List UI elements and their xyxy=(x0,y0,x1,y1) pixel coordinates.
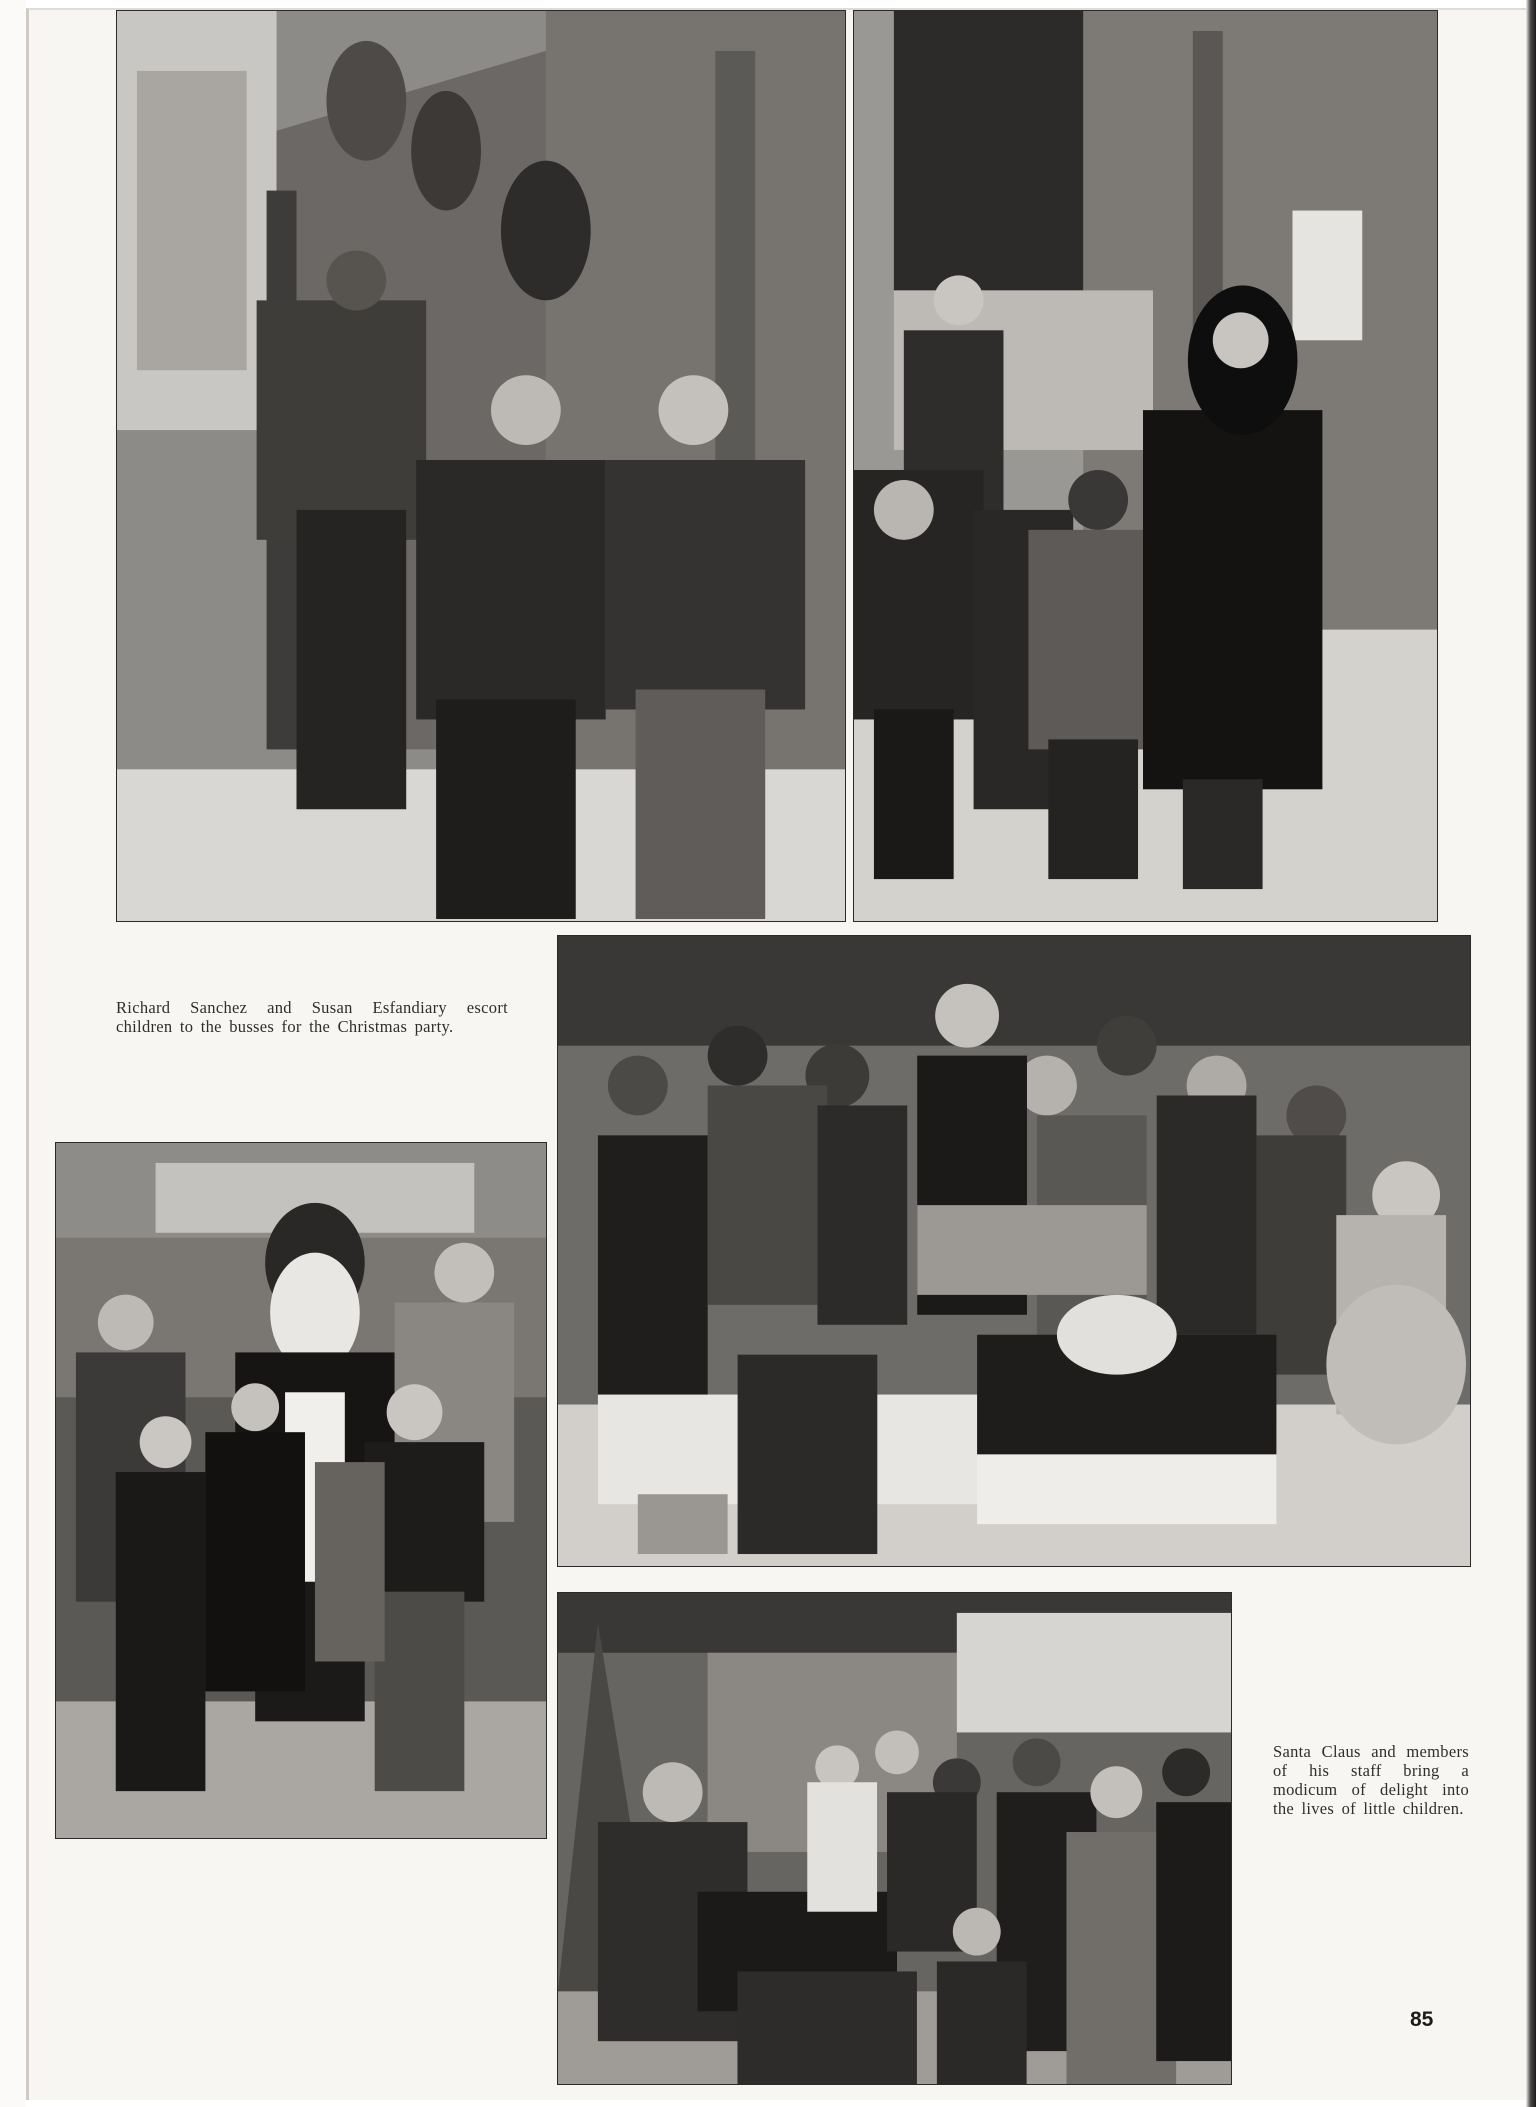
book-spine-edge xyxy=(1526,0,1536,2107)
children-descending-stairs-photo xyxy=(116,10,846,922)
santa-caption: Santa Claus and members of his staff bring a modicum of delight into the lives of little children. xyxy=(1273,1742,1469,1818)
binding-edge xyxy=(0,0,26,2107)
christmas-party-gift-photo xyxy=(557,935,1471,1567)
christmas-tree-room-photo xyxy=(557,1592,1232,2085)
santa-with-children-photo xyxy=(55,1142,547,1839)
escort-caption: Richard Sanchez and Susan Esfandiary escort children to the busses for the Christmas party. xyxy=(116,998,508,1036)
children-escorted-by-woman-photo xyxy=(853,10,1438,922)
page-number: 85 xyxy=(1410,2008,1434,2031)
